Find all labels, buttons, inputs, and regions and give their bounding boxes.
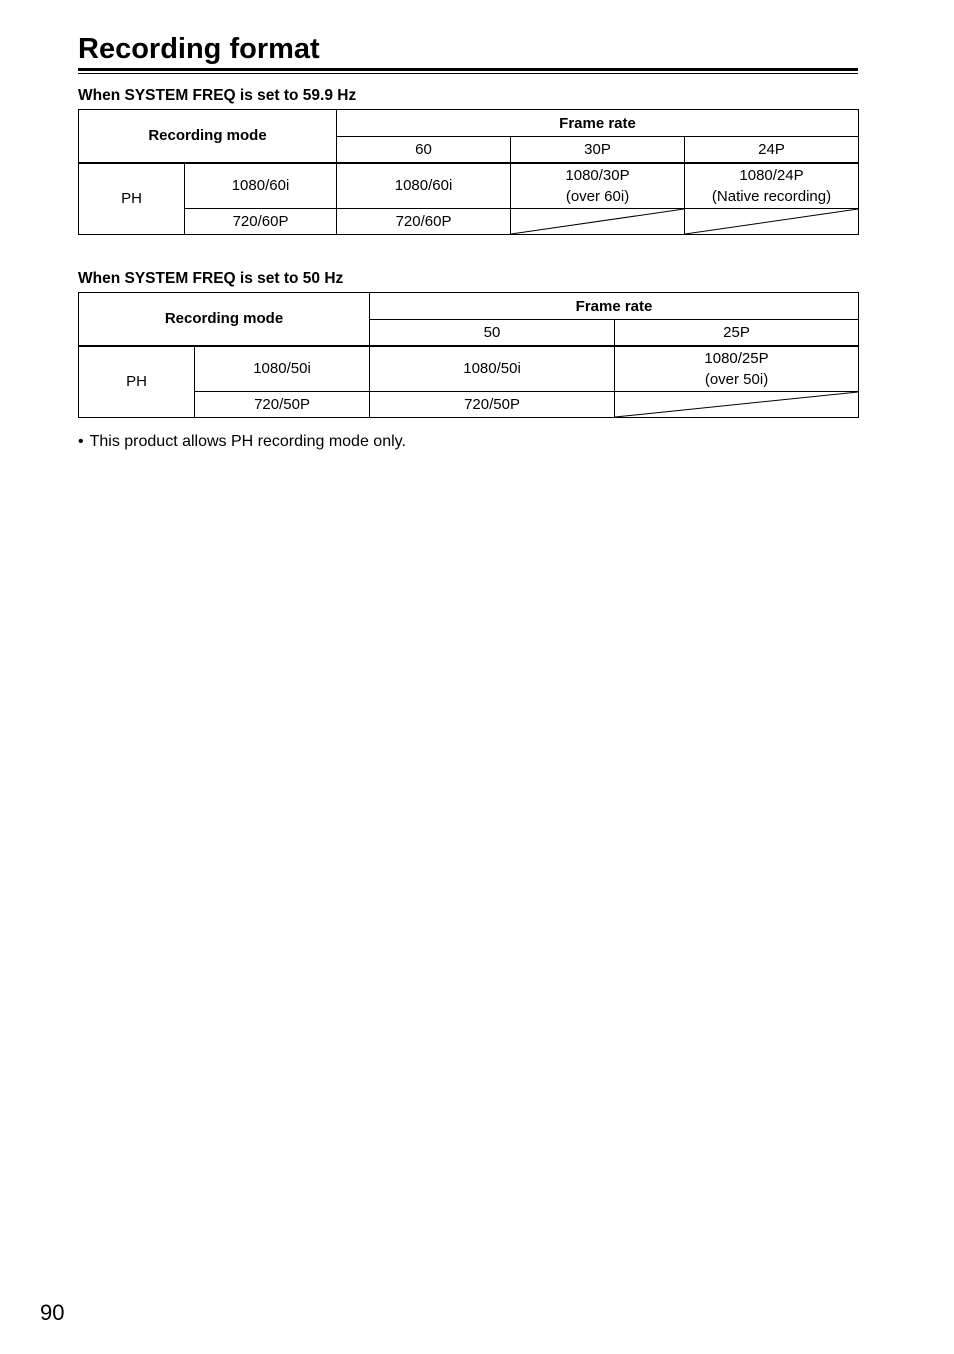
cell-text: 1080/30P — [565, 166, 630, 184]
cell-1080-60i-60 — [337, 163, 511, 209]
frame-rate-25p: 25P — [615, 320, 859, 346]
cell-1080-50i-50 — [370, 346, 615, 392]
format-720-50p: 720/50P — [195, 392, 370, 418]
cell-text: 1080/60i — [394, 177, 453, 195]
note-text: This product allows PH recording mode only. — [89, 433, 406, 450]
cell-1080-60i-30p — [511, 163, 685, 209]
recording-format-table-50hz — [78, 292, 859, 418]
cell-text: 720/60P — [395, 213, 452, 230]
recording-mode-header: Recording mode — [79, 293, 370, 346]
page-number: 90 — [40, 1300, 65, 1325]
cell-720-50p-50 — [370, 392, 615, 418]
bullet-icon: • — [78, 433, 84, 450]
mode-ph-cell: PH — [79, 346, 195, 418]
frame-rate-header: Frame rate — [370, 293, 859, 320]
frame-rate-60: 60 — [337, 137, 511, 163]
diagonal-slash-icon — [615, 392, 858, 417]
cell-text: 1080/25P — [704, 349, 769, 367]
cell-720-60p-60 — [337, 209, 511, 235]
format-1080-50i: 1080/50i — [195, 346, 370, 392]
frame-rate-30p: 30P — [511, 137, 685, 163]
mode-ph-cell: PH — [79, 163, 185, 235]
format-720-60p: 720/60P — [185, 209, 337, 235]
frame-rate-header: Frame rate — [337, 110, 859, 137]
cell-text: 720/50P — [464, 396, 520, 413]
recording-mode-header: Recording mode — [79, 110, 337, 163]
cell-1080-60i-24p — [685, 163, 859, 209]
diagonal-slash-icon — [685, 209, 858, 234]
page-title: Recording format — [78, 33, 320, 65]
section-heading-50hz: When SYSTEM FREQ is set to 50 Hz — [78, 270, 344, 287]
cell-subtext: (over 50i) — [704, 370, 769, 388]
note — [78, 432, 858, 452]
frame-rate-24p: 24P — [685, 137, 859, 163]
cell-subtext: (over 60i) — [565, 187, 630, 205]
cell-subtext: (Native recording) — [711, 187, 832, 205]
cell-text: 1080/24P — [739, 166, 804, 184]
frame-rate-50: 50 — [370, 320, 615, 346]
cell-720-50p-25p-na — [615, 392, 859, 418]
cell-720-60p-24p-na — [685, 209, 859, 235]
cell-1080-50i-25p — [615, 346, 859, 392]
section-heading-59hz: When SYSTEM FREQ is set to 59.9 Hz — [78, 87, 357, 104]
diagonal-slash-icon — [511, 209, 684, 234]
recording-format-table-59hz — [78, 109, 859, 235]
cell-720-60p-30p-na — [511, 209, 685, 235]
cell-text: 1080/50i — [463, 360, 521, 378]
title-rule-thin — [78, 73, 858, 74]
format-1080-60i: 1080/60i — [185, 163, 337, 209]
title-rule — [78, 68, 858, 71]
